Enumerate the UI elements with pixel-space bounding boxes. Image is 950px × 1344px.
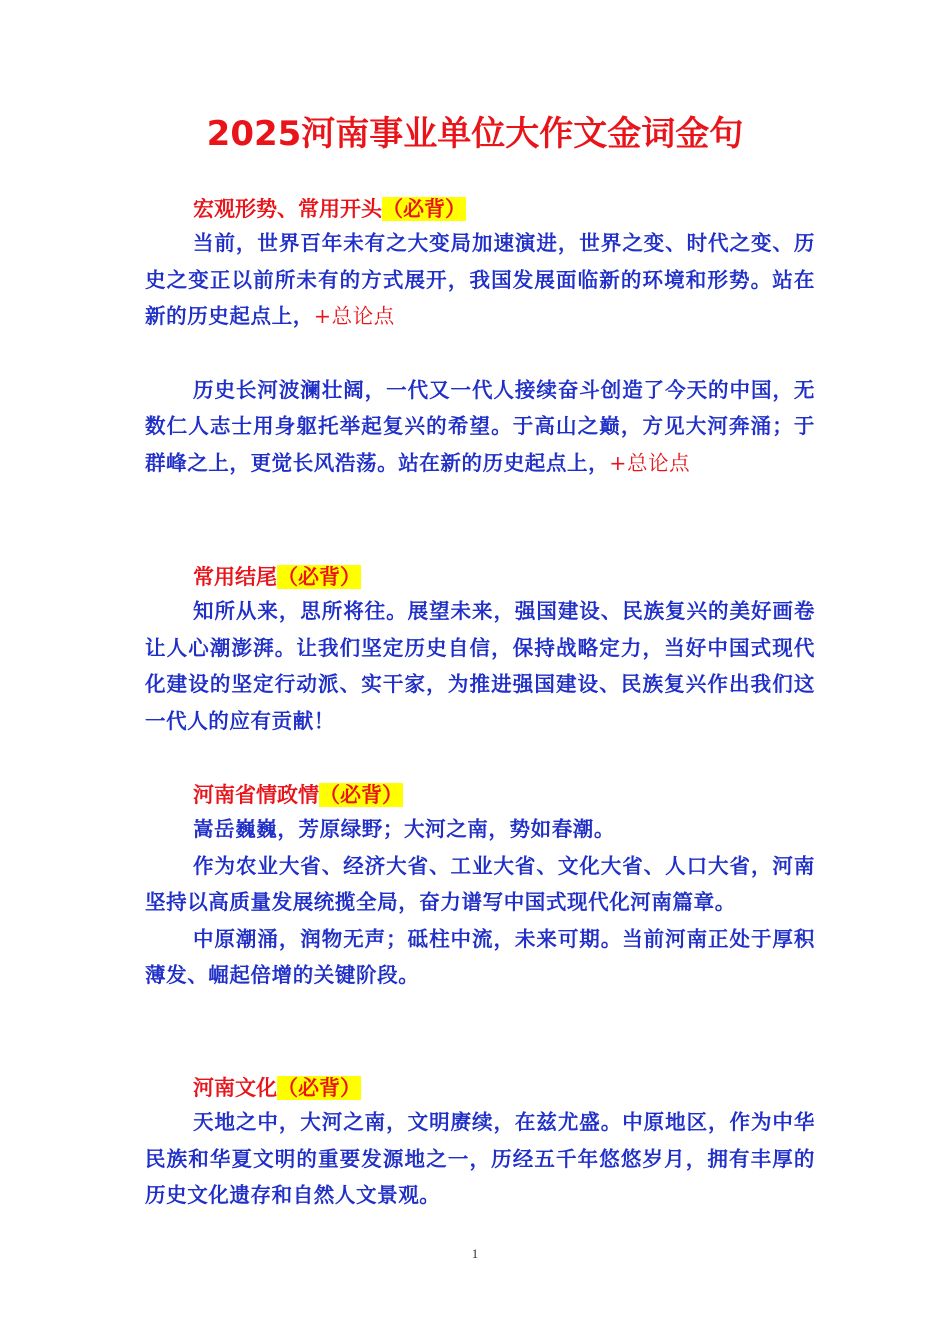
section-conclusion (145, 561, 815, 739)
section-heading-text: 宏观形势、常用开头 (193, 197, 382, 221)
section-macro-situation (145, 193, 815, 481)
paragraph (145, 593, 815, 739)
thesis-placeholder: +总论点 (609, 450, 691, 475)
section-henan-overview (145, 779, 815, 994)
paragraph-text: 作为农业大省、经济大省、工业大省、文化大省、人口大省，河南坚持以高质量发展统揽全局，奋力谱写中国式现代化河南篇章。 (145, 853, 815, 914)
document-title: 2025河南事业单位大作文金词金句 (206, 114, 744, 154)
must-recite-tag: （必背） (319, 783, 403, 807)
paragraph-text: 历史长河波澜壮阔，一代又一代人接续奋斗创造了今天的中国，无数仁人志士用身躯托举起复兴的希望。于高山之巅，方见大河奔涌；于群峰之上，更觉长风浩荡。站在新的历史起点上， (145, 377, 815, 475)
paragraph (145, 372, 815, 482)
section-henan-culture (145, 1072, 815, 1214)
section-heading (193, 561, 815, 593)
paragraph-text: 天地之中，大河之南，文明赓续，在兹尤盛。中原地区，作为中华民族和华夏文明的重要发源地之一，历经五千年悠悠岁月，拥有丰厚的历史文化遗存和自然人文景观。 (145, 1110, 815, 1207)
paragraph-text: 中原潮涌，润物无声；砥柱中流，未来可期。当前河南正处于厚积薄发、崛起倍增的关键阶段。 (145, 926, 815, 987)
section-heading-text: 常用结尾 (193, 565, 277, 589)
paragraph (145, 1104, 815, 1214)
must-recite-tag: （必背） (382, 197, 466, 221)
paragraph (145, 848, 815, 921)
paragraph (145, 811, 815, 848)
section-heading (193, 779, 815, 811)
paragraph-text: 嵩岳巍巍，芳原绿野；大河之南，势如春潮。 (193, 817, 615, 841)
thesis-placeholder: +总论点 (313, 304, 395, 328)
must-recite-tag: （必背） (277, 1076, 361, 1100)
section-heading (193, 193, 815, 225)
page-number: 1 (471, 1246, 479, 1261)
paragraph (145, 225, 815, 335)
section-heading-text: 河南文化 (193, 1076, 277, 1100)
must-recite-tag: （必背） (277, 565, 361, 589)
paragraph-text: 知所从来，思所将往。展望未来，强国建设、民族复兴的美好画卷让人心潮澎湃。让我们坚定历史自信，保持战略定力，当好中国式现代化建设的坚定行动派、实干家，为推进强国建设、民族复兴作出我们这一代人的应有贡献！ (145, 599, 815, 733)
paragraph-text: 当前，世界百年未有之大变局加速演进，世界之变、时代之变、历史之变正以前所未有的方式展开，我国发展面临新的环境和形势。站在新的历史起点上， (145, 231, 815, 328)
paragraph (145, 921, 815, 994)
section-heading (193, 1072, 815, 1104)
section-heading-text: 河南省情政情 (193, 783, 319, 807)
